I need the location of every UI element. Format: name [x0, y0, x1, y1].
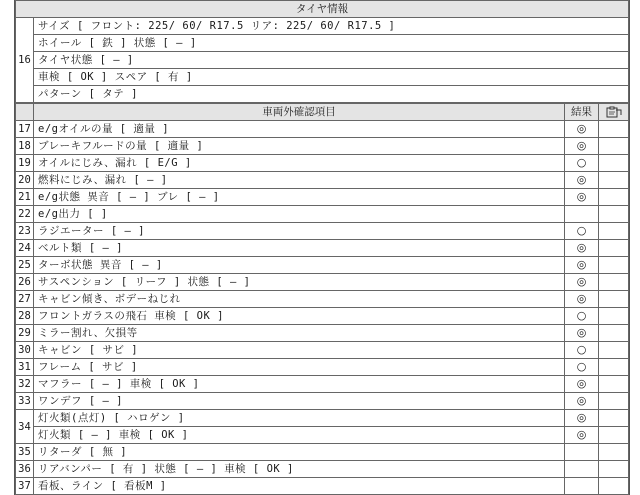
check-item-text: リアバンパー [ 有 ] 状態 [ — ] 車検 [ OK ]: [34, 461, 565, 478]
check-row: [16, 138, 629, 155]
row-number: 35: [16, 444, 34, 461]
row-number: 26: [16, 274, 34, 291]
row-number: 18: [16, 138, 34, 155]
check-item-text: マフラー [ — ] 車検 [ OK ]: [34, 376, 565, 393]
check-item-text: ワンデフ [ — ]: [34, 393, 565, 410]
tire-row: [16, 35, 629, 52]
extra-cell: [599, 393, 629, 410]
row-number: 23: [16, 223, 34, 240]
check-result-mark: ◎: [565, 291, 599, 308]
check-result-mark: ◎: [565, 257, 599, 274]
check-row: [16, 223, 629, 240]
check-item-text: フレーム [ サビ ]: [34, 359, 565, 376]
check-row: [16, 325, 629, 342]
check-item-text: キャビン傾き、ボデーねじれ: [34, 291, 565, 308]
row-number: 30: [16, 342, 34, 359]
check-item-text: e/g出力 [ ]: [34, 206, 565, 223]
extra-cell: [599, 376, 629, 393]
header-num-cell: [16, 104, 34, 121]
inspection-sheet: [14, 0, 630, 495]
check-result-mark: ◎: [565, 393, 599, 410]
check-row: [16, 206, 629, 223]
extra-cell: [599, 359, 629, 376]
check-row: [16, 121, 629, 138]
check-row: [16, 155, 629, 172]
check-item-text: e/g状態 異音 [ — ] ブレ [ — ]: [34, 189, 565, 206]
check-row: [16, 274, 629, 291]
row-number: 17: [16, 121, 34, 138]
tire-info-header: [16, 1, 629, 18]
extra-cell: [599, 172, 629, 189]
check-result-mark: ◎: [565, 427, 599, 444]
check-result-mark: ◎: [565, 410, 599, 427]
check-result-mark: ○: [565, 155, 599, 172]
row-number: 37: [16, 478, 34, 495]
vehicle-check-header: [16, 104, 629, 121]
check-row: [16, 376, 629, 393]
result-header: 結果: [565, 104, 599, 121]
row-number: 34: [16, 410, 34, 444]
vehicle-check-table: [15, 103, 629, 495]
check-row: [16, 189, 629, 206]
extra-cell: [599, 410, 629, 427]
check-row: [16, 410, 629, 427]
tire-info-title: タイヤ情報: [16, 1, 629, 18]
check-item-text: リターダ [ 無 ]: [34, 444, 565, 461]
extra-cell: [599, 291, 629, 308]
extra-cell: [599, 257, 629, 274]
check-item-text: オイルにじみ、漏れ [ E/G ]: [34, 155, 565, 172]
check-result-mark: ◎: [565, 376, 599, 393]
tire-row-text: 車検 [ OK ] スペア [ 有 ]: [34, 69, 629, 86]
check-row: [16, 478, 629, 495]
extra-cell: [599, 325, 629, 342]
check-item-text: ブレーキフルードの量 [ 適量 ]: [34, 138, 565, 155]
extra-cell: [599, 121, 629, 138]
row-number: 20: [16, 172, 34, 189]
tire-row: [16, 52, 629, 69]
row-number: 25: [16, 257, 34, 274]
tire-row-text: パターン [ タテ ]: [34, 86, 629, 103]
row-number: 27: [16, 291, 34, 308]
header-icon-cell[interactable]: [599, 104, 629, 121]
check-result-mark: ○: [565, 223, 599, 240]
check-row: [16, 393, 629, 410]
check-result-mark: ○: [565, 342, 599, 359]
tire-row: [16, 69, 629, 86]
tire-info-table: [15, 0, 629, 103]
check-item-text: 灯火類(点灯) [ ハロゲン ]: [34, 410, 565, 427]
check-result-mark: ○: [565, 359, 599, 376]
check-row: [16, 359, 629, 376]
tire-row-text: ホイール [ 鉄 ] 状態 [ — ]: [34, 35, 629, 52]
check-result-mark: ◎: [565, 138, 599, 155]
row-number: 16: [16, 18, 34, 103]
row-number: 31: [16, 359, 34, 376]
row-number: 21: [16, 189, 34, 206]
extra-cell: [599, 274, 629, 291]
check-result-mark: ◎: [565, 172, 599, 189]
check-item-text: 看板、ライン [ 看板M ]: [34, 478, 565, 495]
extra-cell: [599, 427, 629, 444]
check-result-mark: [565, 461, 599, 478]
extra-cell: [599, 223, 629, 240]
check-row: [16, 257, 629, 274]
check-item-text: サスペンション [ リーフ ] 状態 [ — ]: [34, 274, 565, 291]
row-number: 28: [16, 308, 34, 325]
check-item-text: フロントガラスの飛石 車検 [ OK ]: [34, 308, 565, 325]
tire-row: [16, 86, 629, 103]
check-row: [16, 444, 629, 461]
check-result-mark: ◎: [565, 325, 599, 342]
row-number: 22: [16, 206, 34, 223]
check-result-mark: ◎: [565, 240, 599, 257]
extra-cell: [599, 342, 629, 359]
check-result-mark: [565, 478, 599, 495]
extra-cell: [599, 155, 629, 172]
check-item-text: 灯火類 [ — ] 車検 [ OK ]: [34, 427, 565, 444]
row-number: 24: [16, 240, 34, 257]
extra-cell: [599, 206, 629, 223]
extra-cell: [599, 240, 629, 257]
tire-row-text: タイヤ状態 [ — ]: [34, 52, 629, 69]
extra-cell: [599, 189, 629, 206]
row-number: 32: [16, 376, 34, 393]
check-result-mark: ◎: [565, 121, 599, 138]
check-item-text: ミラー割れ、欠損等: [34, 325, 565, 342]
check-item-text: キャビン [ サビ ]: [34, 342, 565, 359]
check-row: [16, 427, 629, 444]
check-result-mark: ○: [565, 308, 599, 325]
extra-cell: [599, 444, 629, 461]
check-row: [16, 240, 629, 257]
extra-cell: [599, 478, 629, 495]
check-item-text: 燃料にじみ、漏れ [ — ]: [34, 172, 565, 189]
check-result-mark: [565, 206, 599, 223]
check-result-mark: ◎: [565, 189, 599, 206]
row-number: 36: [16, 461, 34, 478]
extra-cell: [599, 308, 629, 325]
clipboard-icon[interactable]: [606, 106, 622, 118]
check-row: [16, 172, 629, 189]
check-item-text: ターボ状態 異音 [ — ]: [34, 257, 565, 274]
row-number: 29: [16, 325, 34, 342]
check-item-text: ラジエーター [ — ]: [34, 223, 565, 240]
check-row: [16, 461, 629, 478]
extra-cell: [599, 461, 629, 478]
check-row: [16, 342, 629, 359]
check-item-text: e/gオイルの量 [ 適量 ]: [34, 121, 565, 138]
vehicle-check-title: 車両外確認項目: [34, 104, 565, 121]
row-number: 19: [16, 155, 34, 172]
check-row: [16, 308, 629, 325]
row-number: 33: [16, 393, 34, 410]
check-result-mark: ◎: [565, 274, 599, 291]
extra-cell: [599, 138, 629, 155]
tire-row-text: サイズ [ フロント: 225/ 60/ R17.5 リア: 225/ 60/ R17.5 ]: [34, 18, 629, 35]
check-row: [16, 291, 629, 308]
check-result-mark: [565, 444, 599, 461]
tire-row: [16, 18, 629, 35]
check-item-text: ベルト類 [ — ]: [34, 240, 565, 257]
